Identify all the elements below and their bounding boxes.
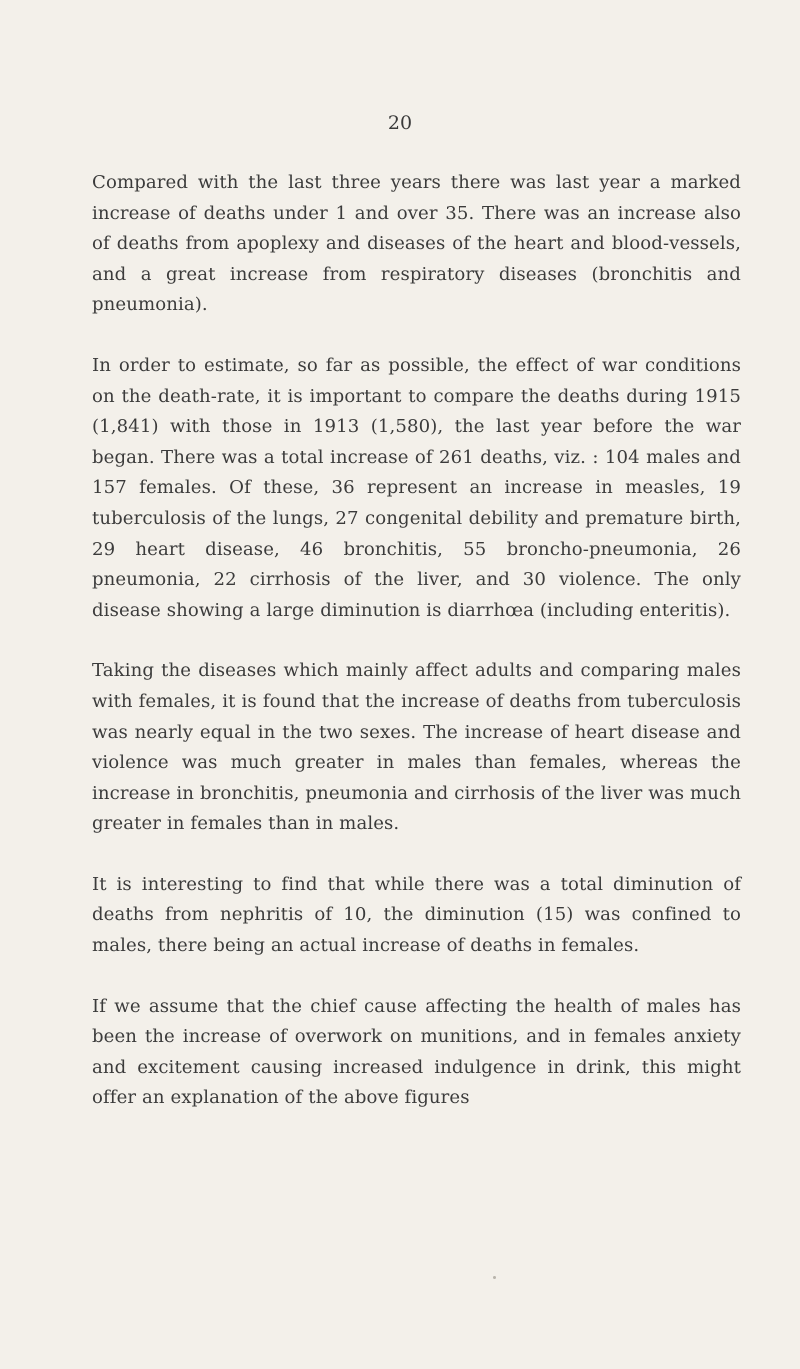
paragraph-5: If we assume that the chief cause affecting the health of males has been the increase of overwork on munitions, and in females anxiety and excitement causing increased indulgence in drink, this might offer an explanation of the above figures — [92, 995, 741, 1109]
paragraph-3: Taking the diseases which mainly affect adults and comparing males with females, it is found that the increase of deaths from tuberculosis was nearly equal in the two sexes. The increase of heart disease and violence was much greater in males than females, whereas the increase in bronchitis, pneumonia and cirrhosis of the liver was much greater in females than in males. — [92, 660, 741, 835]
paragraph-1: Compared with the last three years there was last year a marked increase of deaths under 1 and over 35. There was an increase also of deaths from apoplexy and diseases of the heart and blood-vessels, and a great increase from respiratory diseases (bronchitis and pneumonia). — [92, 172, 741, 316]
page-number: 20 — [387, 112, 413, 134]
body-text — [92, 168, 741, 1114]
print-speck — [493, 1276, 496, 1279]
paragraph-2: In order to estimate, so far as possible, the effect of war conditions on the death-rate, it is important to compare the deaths during 1915 (1,841) with those in 1913 (1,580), the last year before the war began. There was a total increase of 261 deaths, viz. : 104 males and 157 females. Of these, 36 represent an increase in measles, 19 tuberculosis of the lungs, 27 congenital debility and premature birth, 29 heart disease, 46 bronchitis, 55 broncho-pneumonia, 26 pneumonia, 22 cirrhosis of the liver, and 30 violence. The only disease showing a large diminution is diarrhœa (including enteritis). — [92, 354, 741, 621]
paragraph-4: It is interesting to find that while there was a total diminution of deaths from nephritis of 10, the diminution (15) was confined to males, there being an actual increase of deaths in females. — [92, 873, 741, 957]
